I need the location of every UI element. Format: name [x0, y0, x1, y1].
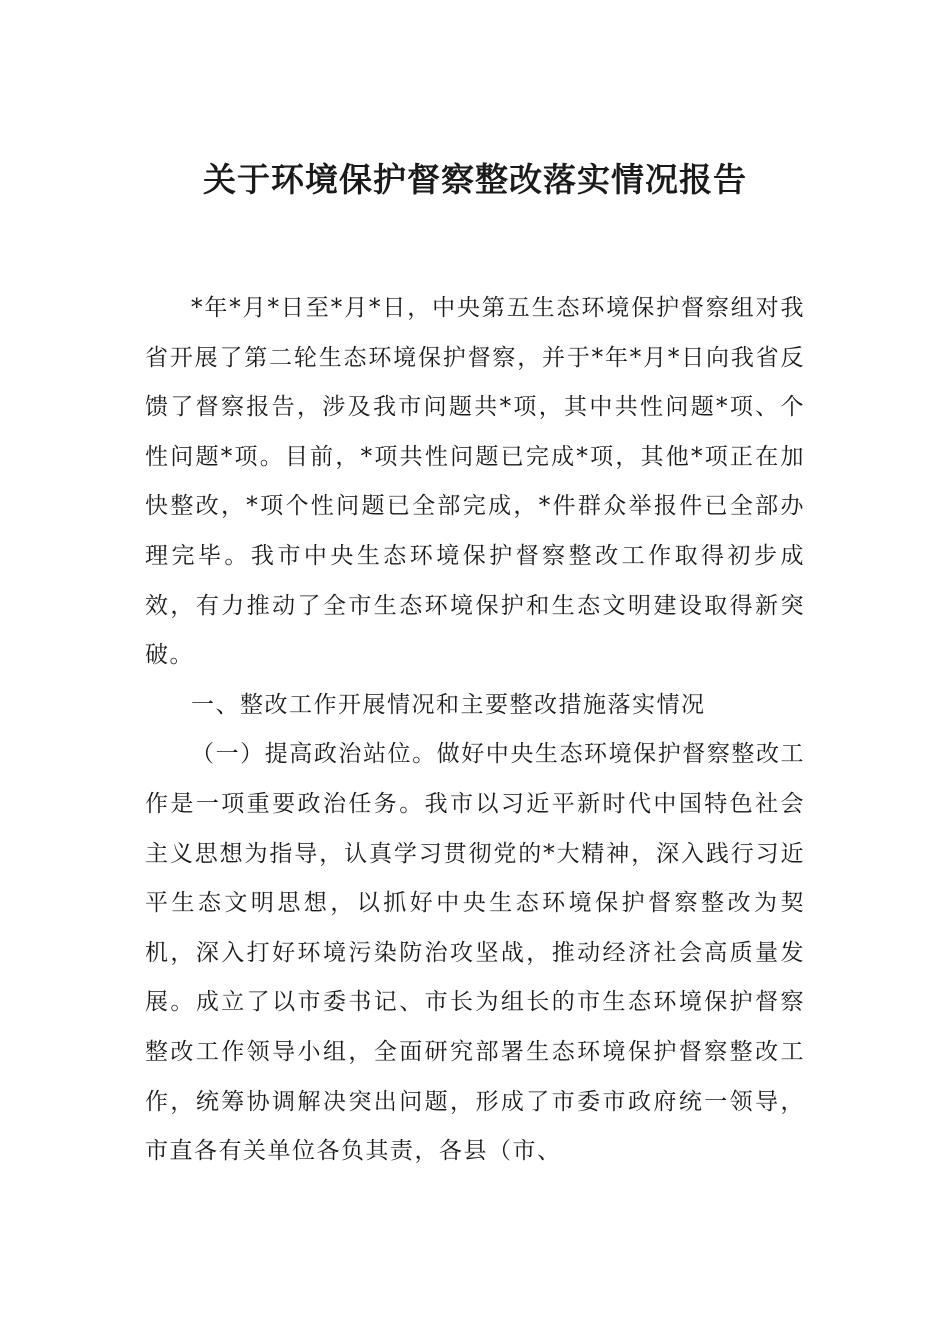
section-paragraph: （一）提高政治站位。做好中央生态环境保护督察整改工作是一项重要政治任务。我市以习近平新时代中国特色社会主义思想为指导，认真学习贯彻党的*大精神，深入践行习近平生态文明思想，以抓好中央生态环境保护督察整改为契机，深入打好环境污染防治攻坚战，推动经济社会高质量发展。成立了以市委书记、市长为组长的市生态环境保护督察整改工作领导小组，全面研究部署生态环境保护督察整改工作，统筹协调解决突出问题，形成了市委市政府统一领导，市直各有关单位各负其责，各县（市、: [145, 741, 805, 1165]
document-body: [145, 284, 805, 1177]
document-title: 关于环境保护督察整改落实情况报告: [203, 160, 747, 199]
intro-paragraph: *年*月*日至*月*日，中央第五生态环境保护督察组对我省开展了第二轮生态环境保护督察，并于*年*月*日向我省反馈了督察报告，涉及我市问题共*项，其中共性问题*项、个性问题*项。目前，*项共性问题已完成*项，其他*项正在加快整改，*项个性问题已全部完成，*件群众举报件已全部办理完毕。我市中央生态环境保护督察整改工作取得初步成效，有力推动了全市生态环境保护和生态文明建设取得新突破。: [145, 295, 805, 669]
section-heading: 一、整改工作开展情况和主要整改措施落实情况: [191, 691, 706, 718]
